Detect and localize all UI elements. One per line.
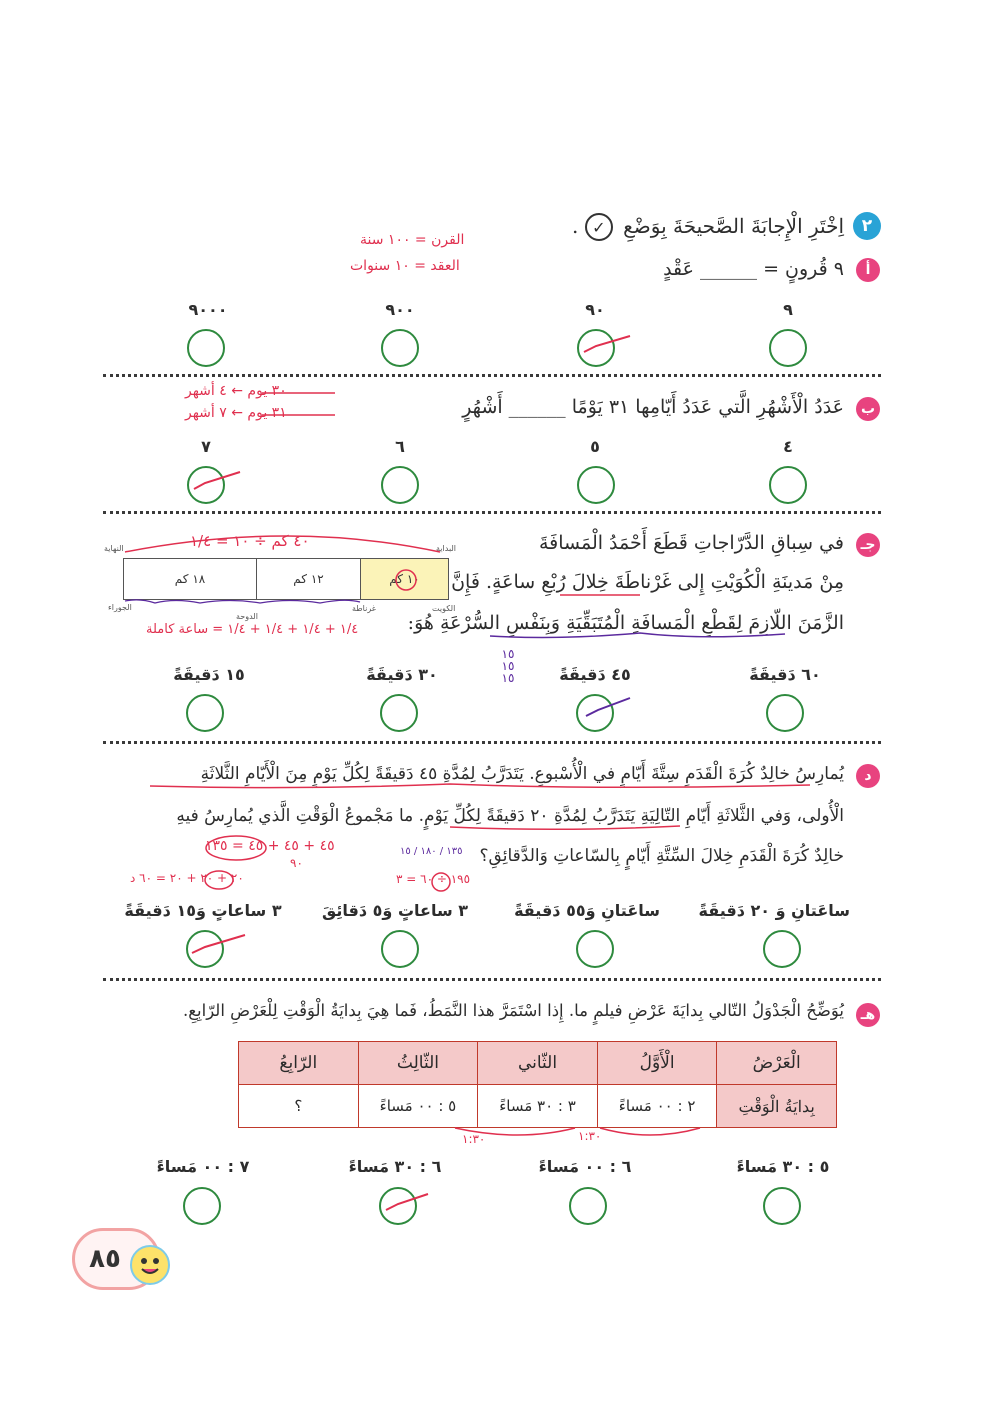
city-label: النهاية xyxy=(104,544,124,553)
option-label: ٩٠٠ xyxy=(385,300,415,319)
option-label: ٤ xyxy=(783,437,793,456)
part-e-letter: هـ xyxy=(856,1003,880,1027)
city-label: الكويت xyxy=(432,604,456,613)
option-label: ٥ : ٣٠ مَساءً xyxy=(736,1157,830,1176)
part-c-letter: جـ xyxy=(856,533,880,557)
part-b-letter: ب xyxy=(856,397,880,421)
option-label: ٣ ساعاتٍ وَ٥ دَقائِقَ xyxy=(321,901,469,920)
instruction-period: . xyxy=(572,214,579,238)
option-label: ٩٠٠٠ xyxy=(188,300,228,319)
handwritten-note: ٣٠ يوم ← ٤ أشهر xyxy=(185,383,287,399)
table-header-cell: الثّاني xyxy=(478,1042,598,1085)
table-header-cell: الْأَوَّلُ xyxy=(597,1042,717,1085)
check-mark-icon xyxy=(386,1194,428,1210)
part-d-line: خالِدٌ كُرَةَ الْقَدَمِ خِلالَ السِّتَّةِ أَيّامٍ بِالسّاعاتِ وَالدَّقائِقِ؟ xyxy=(479,846,844,866)
part-c-line: في سِباقِ الدَّرّاجاتِ قَطَعَ أَحْمَدُ الْمَسافَةَ xyxy=(538,532,844,554)
option-label: ساعَتانِ وَ٥٥ دَقيقَةً xyxy=(514,901,660,920)
part-a-text: ٩ قُرونٍ = ______ عَقْدٍ xyxy=(663,258,844,280)
table-cell: بِدايَةُ الْوَقْتِ xyxy=(717,1085,837,1128)
option-label: ٧ xyxy=(201,437,211,456)
handwritten-note: ٣١ يوم ← ٧ أشهر xyxy=(185,405,287,421)
city-label: الجوراء xyxy=(108,603,132,612)
check-mark-icon xyxy=(586,698,630,716)
part-c-line: مِنْ مَدينَةِ الْكُوَيْتِ إِلى غَرْناطَةَ خِلالَ رُبْعِ ساعَةٍ. فَإِنَّ xyxy=(451,571,844,593)
handwritten-note: ١٩٥ ÷ ٦٠ = ٣ xyxy=(396,872,471,886)
table-cell: ٥ : ٠٠ مَساءً xyxy=(358,1085,478,1128)
part-c-line: الزَّمَنَ اللّازِمَ لِقَطْعِ الْمَسافَةِ الْمُتَبَقِّيَةِ وَبِنَفْسِ السُّرْعَةِ هُوَ: xyxy=(407,612,844,634)
table-header-cell: الْعَرْضُ xyxy=(717,1042,837,1085)
table-cell: ٣ : ٣٠ مَساءً xyxy=(478,1085,598,1128)
option-label: ٦ : ٠٠ مَساءً xyxy=(538,1157,632,1176)
handwritten-note: العقد = ١٠ سنوات xyxy=(350,258,460,274)
option-label: ٤٥ دَقيقَةً xyxy=(559,665,631,684)
option-label: ٦ xyxy=(395,437,405,456)
part-b-text: عَدَدُ الْأَشْهُرِ الَّتي عَدَدُ أَيّامِها ٣١ يَوْمًا ______ أَشْهُرٍ xyxy=(462,396,844,418)
route-segment: ١٠ كم xyxy=(360,559,448,599)
table-cell: ٢ : ٠٠ مَساءً xyxy=(597,1085,717,1128)
handwritten-note: القرن = ١٠٠ سنة xyxy=(360,232,465,248)
option-label: ٣٠ دَقيقَةً xyxy=(366,665,438,684)
option-label: ٩ xyxy=(783,300,793,319)
option-label: ٩٠ xyxy=(585,300,605,319)
check-mark-icon xyxy=(192,935,245,953)
option-label: ٦ : ٣٠ مَساءً xyxy=(348,1157,442,1176)
check-mark-icon xyxy=(194,472,240,489)
instruction-text: اِخْتَرِ الْإِجابَةَ الصَّحيحَةَ بِوَضْعِ xyxy=(623,214,844,238)
part-d-line: يُمارِسُ خالِدٌ كُرَةَ الْقَدَمِ سِتَّةَ أَيّامٍ في الْأُسْبوعِ. يَتَدَرَّبُ لِمُدَّةِ ٤٥ دَقيقَةً لِكُلِّ يَوْمٍ مِنَ الْأَيّامِ الثَّلاثَةِ xyxy=(200,764,844,784)
route-segment: ١٨ كم xyxy=(174,572,206,586)
question-number-badge: ٢ xyxy=(853,212,881,240)
check-mark-icon xyxy=(584,336,630,352)
option-label: ٣ ساعاتٍ وَ١٥ دَقيقَةً xyxy=(124,901,282,920)
route-arc-icon xyxy=(125,536,440,552)
city-label: البداية xyxy=(436,544,457,553)
handwritten-note: ٤٥ + ٤٥ + ٤٥ = ١٣٥ xyxy=(205,838,335,854)
handwritten-note: ٩٠ xyxy=(290,856,303,870)
option-label: ٥ xyxy=(590,437,600,456)
part-e-text: يُوَضِّحُ الْجَدْوَلُ التّالي بِدايَةَ عَرْضِ فيلمٍ ما. إِذا اسْتَمَرَّ هذا النَّمَطُ، فَما هِيَ بِدايَةُ الْوَقْتِ لِلْعَرْضِ الرّابِعِ. xyxy=(182,1001,844,1020)
handwritten-note: ٢٠ + ٢٠ + ٢٠ = ٦٠ د xyxy=(130,871,244,885)
route-segment: ١٢ كم xyxy=(256,559,360,599)
table-header-cell: الرّابِعُ xyxy=(239,1042,359,1085)
handwritten-note: ١:٣٠ xyxy=(462,1132,486,1146)
page-number-text: ٨٥ xyxy=(89,1244,121,1274)
handwritten-note: ٤٠ كم ÷ ١٠ = ١/٤ xyxy=(190,532,310,550)
table-header-cell: الثّالِثُ xyxy=(358,1042,478,1085)
handwritten-note: ١٣٥ / ١٨٠ / ١٥ xyxy=(400,846,463,857)
option-label: ساعَتانِ وَ ٢٠ دَقيقَةً xyxy=(698,901,850,920)
part-a-letter: أ xyxy=(856,258,880,282)
option-label: ٦٠ دَقيقَةً xyxy=(749,665,821,684)
handwritten-note: ١٥ ١٥ ١٥ xyxy=(501,647,515,685)
city-label: غرناطة xyxy=(352,604,376,613)
handwritten-note: ١:٣٠ xyxy=(578,1129,602,1143)
handwritten-note: ١/٤ + ١/٤ + ١/٤ + ١/٤ = ساعة كاملة xyxy=(146,622,359,637)
check-icon: ✓ xyxy=(585,213,613,241)
table-cell: ؟ xyxy=(239,1085,359,1128)
option-label: ٧ : ٠٠ مَساءً xyxy=(156,1157,250,1176)
part-d-line: الْأُولى، وَفي الثَّلاثَةِ أَيّامِ التّالِيَةِ يَتَدَرَّبُ لِمُدَّةِ ٢٠ دَقيقَةً لِكُلِّ يَوْمٍ. ما مَجْموعُ الْوَقْتِ الَّذي يُمارِسُ فيهِ xyxy=(176,806,844,826)
option-label: ١٥ دَقيقَةً xyxy=(173,665,245,684)
part-d-letter: د xyxy=(856,764,880,788)
city-label: الدوحة xyxy=(236,612,258,621)
